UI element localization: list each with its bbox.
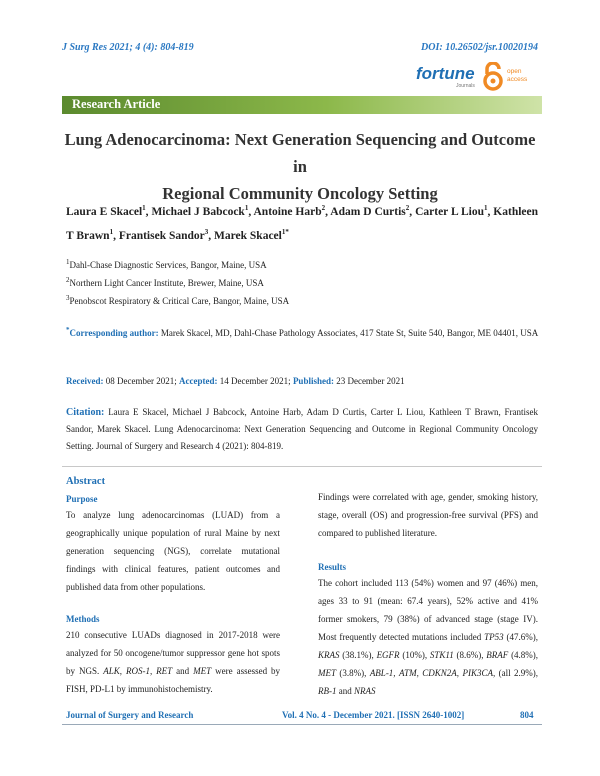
author: Carter L Liou$^1$, xyxy=(415,204,494,218)
purpose-text: To analyze lung adenocarcinomas (LUAD) from a geographically unique population of rural Maine by next generation sequencing (NGS), correlate mutational findings with clinical features, patient outcomes and published data from other populations. xyxy=(66,510,280,592)
author: Marek Skacel$^{1*}$ xyxy=(214,227,289,242)
open-access-top: open xyxy=(507,68,522,75)
corresponding-label: Corresponding author: xyxy=(69,328,159,338)
footer-journal: Journal of Surgery and Research xyxy=(66,710,194,720)
page-number: 804 xyxy=(520,710,534,720)
affiliation: $^2$Northern Light Cancer Institute, Brewer, Maine, USA xyxy=(66,276,264,288)
author: Laura E Skacel$^1$, xyxy=(66,204,152,218)
publisher-name: fortune xyxy=(416,64,475,83)
abstract-continuation: Findings were correlated with age, gender, smoking history, stage, overall (OS) and progression-free survival (PFS) and compared to published literature. xyxy=(318,492,538,538)
article-title xyxy=(62,126,538,207)
affiliation: $^3$Penobscot Respiratory & Critical Care, Bangor, Maine, USA xyxy=(66,294,290,306)
author: Frantisek Sandor$^3$, xyxy=(118,227,215,242)
author: Kathleen T Brawn$^1$, xyxy=(66,205,539,242)
doi-link[interactable]: DOI: 10.26502/jsr.10020194 xyxy=(421,42,538,53)
author: Michael J Babcock$^1$, xyxy=(151,204,254,218)
footer-volume: Vol. 4 No. 4 - December 2021. [ISSN 2640-1002] xyxy=(282,710,465,720)
methods-text: 210 consecutive LUADs diagnosed in 2017-2018 were analyzed for 50 oncogene/tumor suppressor gene hot spots by NGS. ALK, ROS-1, RET and MET were assessed by FISH, PD-L1 by immunohistochemistry. xyxy=(66,630,281,694)
affiliation: $^1$Dahl-Chase Diagnostic Services, Bangor, Maine, USA xyxy=(66,258,267,270)
author: Adam D Curtis$^2$, xyxy=(330,204,416,218)
corresponding-author: *Corresponding author: Marek Skacel, MD, Dahl-Chase Pathology Associates, 417 State St, Suite 540, Bangor, ME 04401, USA xyxy=(66,326,539,338)
citation-label: Citation: xyxy=(66,407,105,418)
open-access-icon xyxy=(482,62,504,92)
citation-text: Laura E Skacel, Michael J Babcock, Antoine Harb, Adam D Curtis, Carter L Liou, Kathleen T Brawn, Frantisek Sandor, Marek Skacel. Lung Adenocarcinoma: Next Generation Sequencing and Outcome in Regional Community Oncology Setting. Journal of Surgery and Research 4 (2021): 804-819. xyxy=(66,407,539,451)
methods-heading: Methods xyxy=(66,614,100,624)
abstract-heading: Abstract xyxy=(66,476,106,487)
publication-dates: Received: 08 December 2021; Accepted: 14 December 2021; Published: 23 December 2021 xyxy=(66,376,405,386)
journal-reference: J Surg Res 2021; 4 (4): 804-819 xyxy=(62,42,194,53)
title-line-1: Lung Adenocarcinoma: Next Generation Sequencing and Outcome in xyxy=(64,130,536,176)
article-type: Research Article xyxy=(72,97,161,111)
footer-rule xyxy=(62,724,542,725)
results-text: The cohort included 113 (54%) women and 97 (46%) men, ages 33 to 91 (mean: 67.4 years), 52% active and 41% former smokers, 79 (38%) of advanced stage (stage IV). Most frequently detected mutations included TP53 (47.6%), KRAS (38.1%), EGFR (10%), STK11 (8.6%), BRAF (4.8%), MET (3.8%), ABL-1, ATM, CDKN2A, PIK3CA, (all 2.9%), RB-1 and NRAS xyxy=(318,578,539,696)
author: Antoine Harb$^2$, xyxy=(253,204,331,218)
corresponding-text: Marek Skacel, MD, Dahl-Chase Pathology Associates, 417 State St, Suite 540, Bangor, ME 04401, USA xyxy=(160,328,539,338)
publisher-sub: Journals xyxy=(456,83,475,89)
title-line-2: Regional Community Oncology Setting xyxy=(162,184,438,203)
purpose-heading: Purpose xyxy=(66,494,98,504)
article-type-banner xyxy=(62,96,542,114)
citation xyxy=(66,404,538,455)
section-divider xyxy=(62,466,542,467)
open-access-bottom: access xyxy=(507,76,528,83)
author-list xyxy=(66,198,538,246)
publisher-logo xyxy=(414,62,542,92)
results-heading: Results xyxy=(318,562,347,572)
